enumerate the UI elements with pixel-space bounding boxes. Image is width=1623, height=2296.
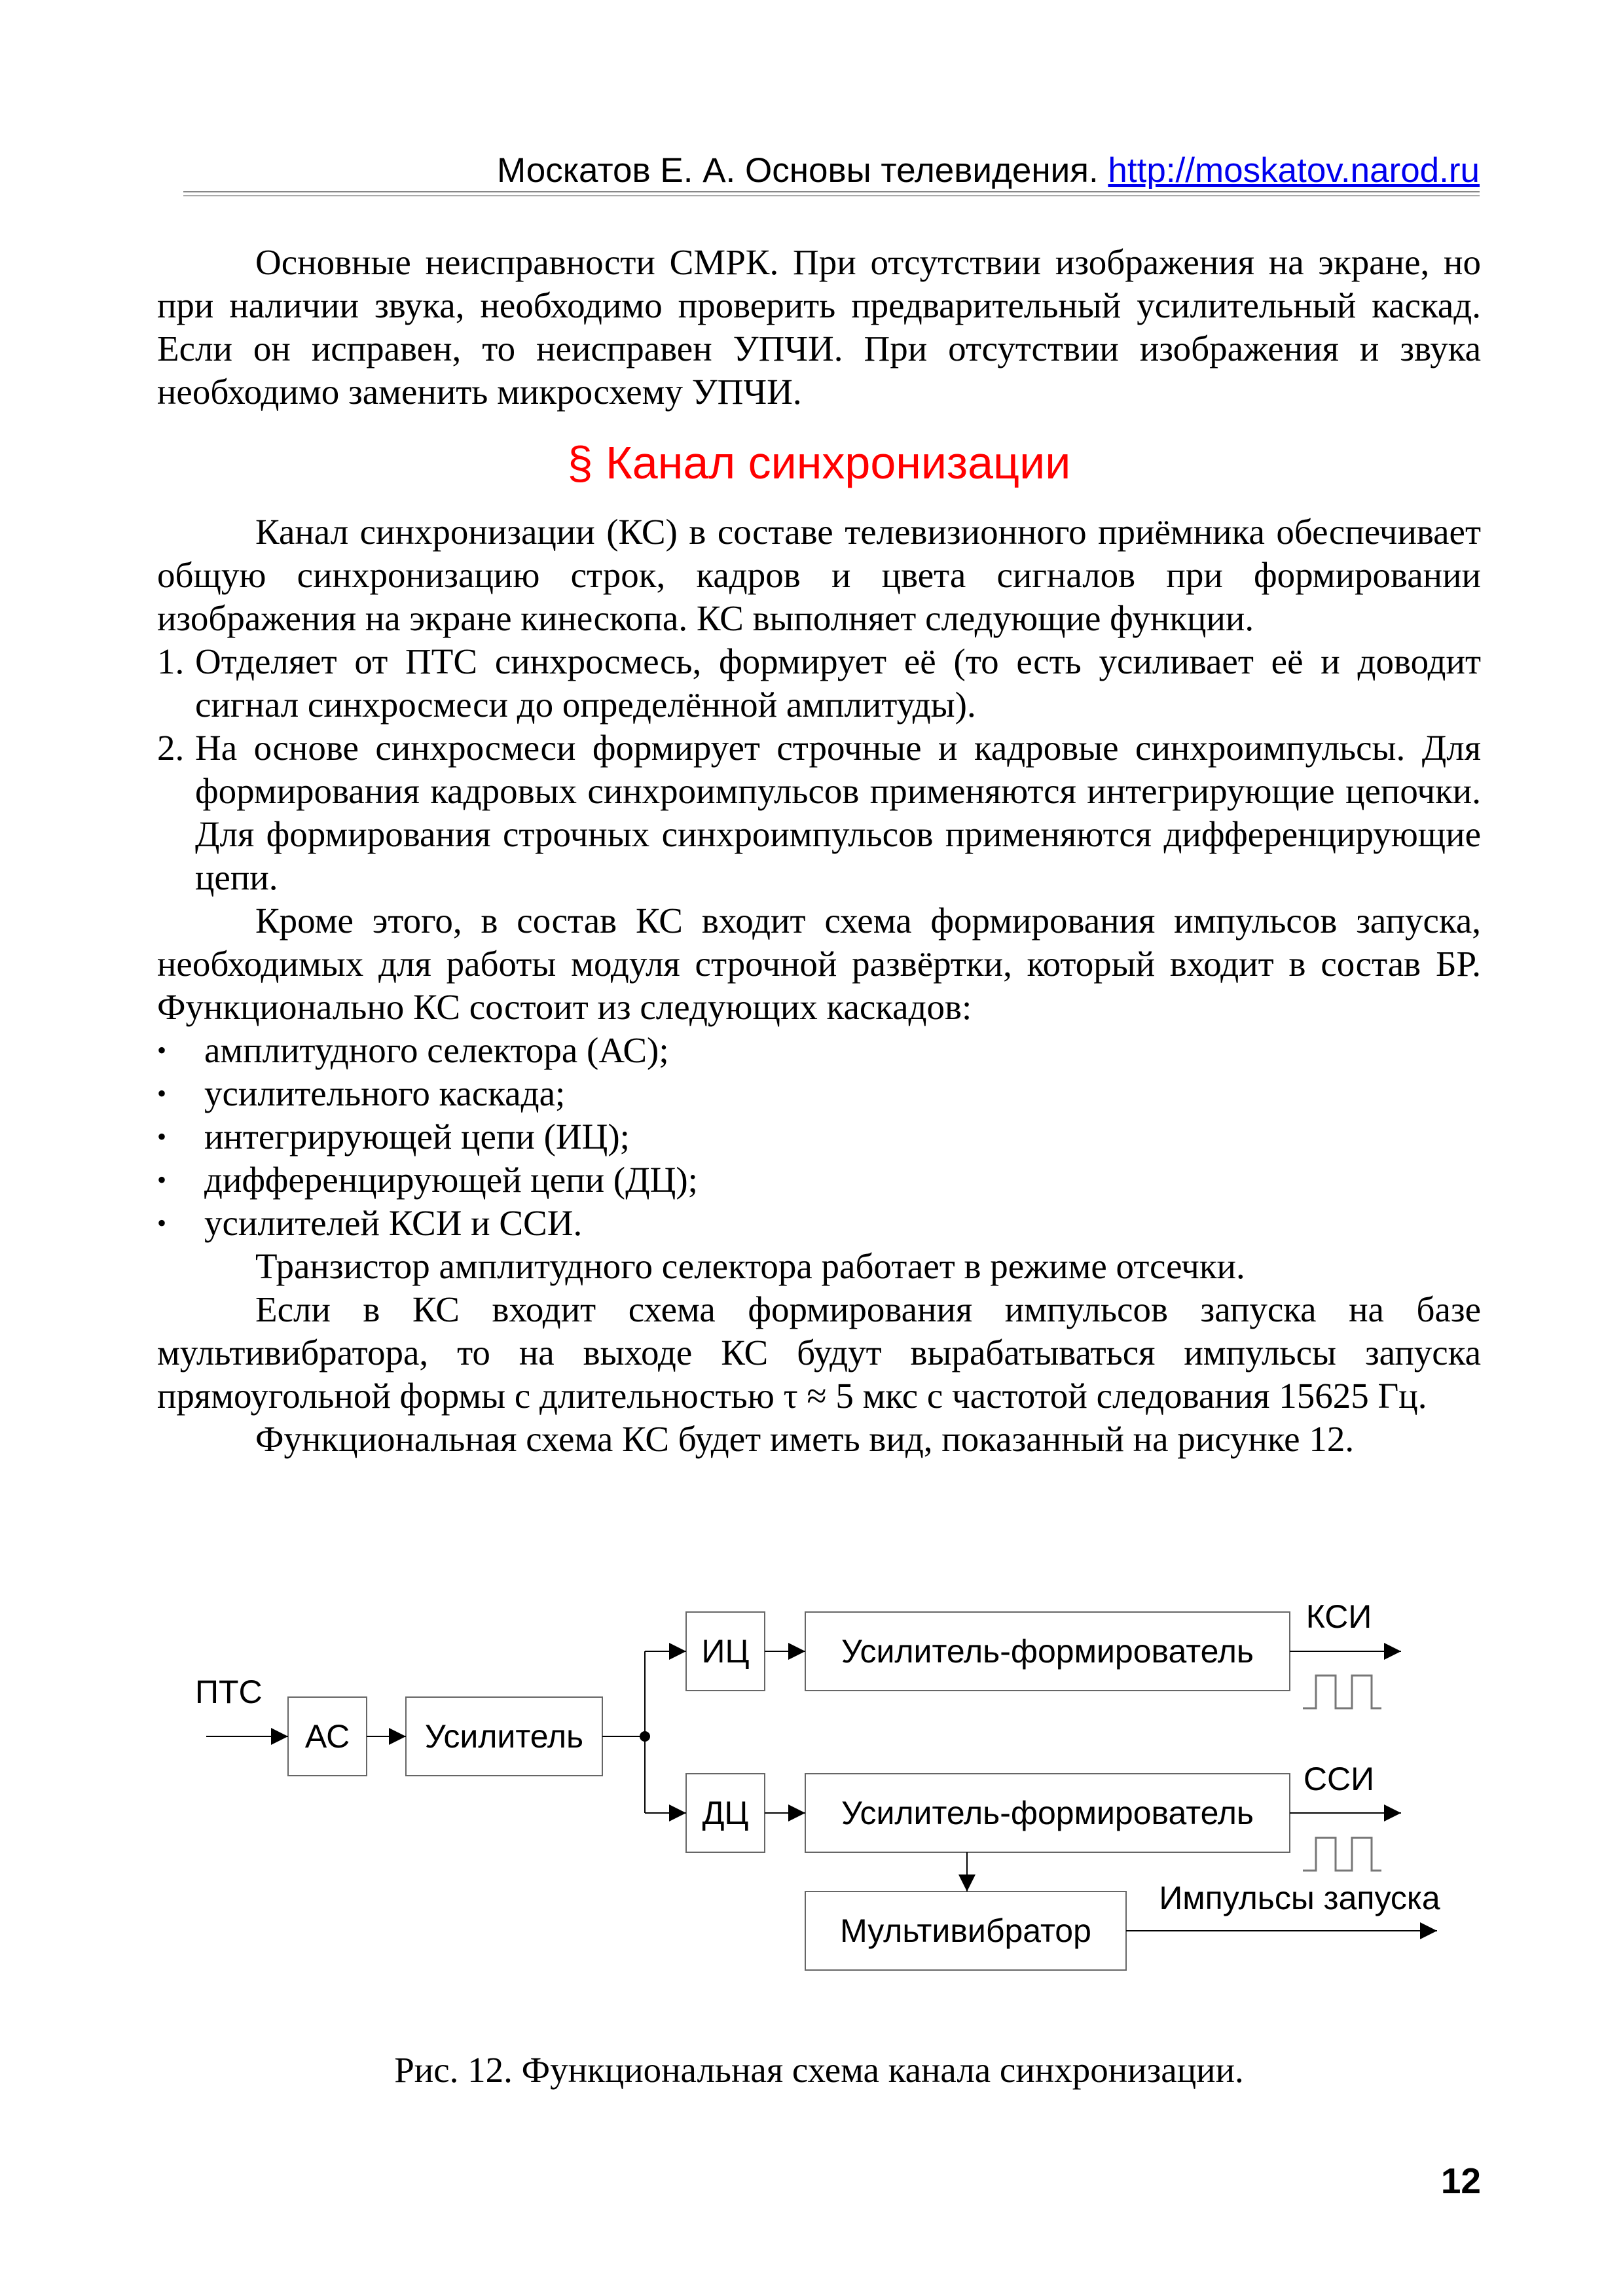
dc-label: ДЦ [702,1795,749,1831]
amplifier-label: Усилитель [424,1718,584,1755]
header-rule-secondary [183,195,1480,196]
bullet-marker: • [157,1165,167,1194]
ssi-pulse-icon [1303,1838,1381,1871]
section-title: § Канал синхронизации [567,437,1071,488]
intro-paragraph: Основные неисправности СМРК. При отсутствии изображения на экране, но при наличии звука, необходимо проверить предварительный усилительный каскад. Если он исправен, то неисправен УПЧИ. При отсутствии изображения и звука необходимо заменить микросхему УПЧИ. [157,242,1481,412]
paragraph-5: Функциональная схема КС будет иметь вид, показанный на рисунке 12. [255,1419,1355,1459]
figure-caption: Рис. 12. Функциональная схема канала синхронизации. [394,2050,1244,2090]
bullet-item [157,1029,1481,1072]
multivibrator-label: Мультивибратор [840,1912,1091,1949]
ksi-pulse-icon [1303,1676,1381,1708]
item-text: Отделяет от ПТС синхросмесь, формирует её (то есть усиливает её и доводит сигнал синхросмеси до определённой амплитуды). [195,641,1481,725]
bullet-item [157,1158,1481,1202]
page-number: 12 [1440,2161,1481,2201]
bullet-text: дифференцирующей цепи (ДЦ); [204,1160,698,1200]
paragraph-4: Если в КС входит схема формирования импульсов запуска на базе мультивибратора, то на выходе КС будут вырабатываться импульсы запуска прямоугольной формы с длительностью τ ≈ 5 мкс с частотой следования 15625 Гц. [157,1289,1481,1416]
main-text [157,511,1481,1461]
bullet-marker: • [157,1122,167,1151]
junction-dot [640,1731,650,1742]
header-link[interactable]: http://moskatov.narod.ru [1108,151,1480,190]
bullet-text: усилителей КСИ и ССИ. [204,1203,583,1243]
ksi-label: КСИ [1305,1598,1372,1635]
as-label: АС [304,1718,350,1755]
paragraph-1: Канал синхронизации (КС) в составе телевизионного приёмника обеспечивает общую синхронизацию строк, кадров и цвета сигналов при формировании изображения на экране кинескопа. КС выполняет следующие функции. [157,512,1481,638]
running-header [183,148,1480,194]
header-text: Москатов Е. А. Основы телевидения. [496,151,1108,190]
bullet-text: интегрирующей цепи (ИЦ); [204,1117,630,1157]
ic-label: ИЦ [701,1633,750,1670]
input-label: ПТС [195,1674,263,1710]
intro-block [157,241,1481,414]
numbered-item [157,640,1481,726]
shaper-bottom-label: Усилитель-формирователь [841,1795,1254,1831]
item-text: На основе синхросмеси формирует строчные и кадровые синхроимпульсы. Для формирования кадровых синхроимпульсов применяются интегрирующие цепочки. Для формирования строчных синхроимпульсов применяются дифференцирующие цепи. [195,728,1481,897]
bullet-marker: • [157,1208,167,1238]
item-number: 2. [157,728,185,768]
bullet-item [157,1072,1481,1115]
bullet-list [157,1029,1481,1245]
bullet-text: усилительного каскада; [204,1073,566,1113]
bullet-text: амплитудного селектора (АС); [204,1030,669,1070]
item-number: 1. [157,641,185,681]
header-rule [183,191,1480,192]
ssi-label: ССИ [1303,1761,1375,1797]
numbered-item [157,726,1481,899]
paragraph-2: Кроме этого, в состав КС входит схема формирования импульсов запуска, необходимых для работы модуля строчной развёртки, который входит в состав БР. Функционально КС состоит из следующих каскадов: [157,901,1481,1027]
launch-pulses-label: Импульсы запуска [1159,1880,1440,1916]
numbered-list [157,640,1481,899]
paragraph-3: Транзистор амплитудного селектора работает в режиме отсечки. [255,1246,1245,1286]
shaper-top-label: Усилитель-формирователь [841,1633,1254,1670]
bullet-marker: • [157,1035,167,1065]
bullet-item [157,1115,1481,1158]
bullet-item [157,1202,1481,1245]
bullet-marker: • [157,1079,167,1108]
functional-diagram [0,1558,1623,2016]
